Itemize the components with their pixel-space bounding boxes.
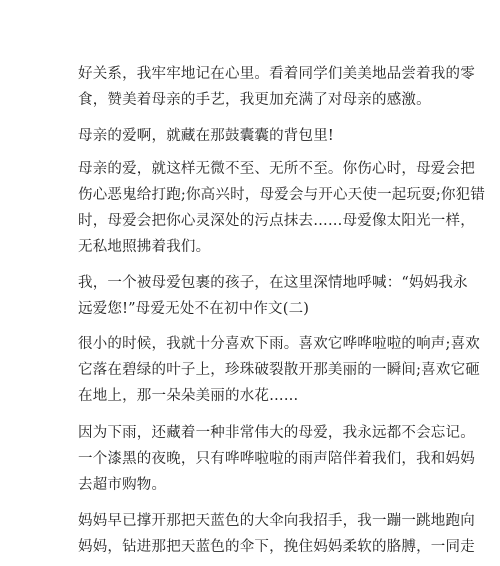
text-line: 因为下雨，还藏着一种非常伟大的母爱，我永远都不会忘记。 [78, 425, 475, 441]
text-line: 在地上，那一朵朵美丽的水花…… [78, 388, 299, 404]
text-line: 远爱您!”母爱无处不在初中作文(二) [78, 301, 310, 317]
text-line: 母亲的爱，就这样无微不至、无所不至。你伤心时，母爱会把 [78, 161, 475, 177]
paragraph-gratitude-snacks [78, 61, 475, 113]
text-line: 好关系，我牢牢地记在心里。看着同学们美美地品尝着我的零 [78, 66, 475, 82]
paragraph-mother-love-everywhere [78, 156, 486, 260]
text-line: 一个漆黑的夜晚，只有哗哗啦啦的雨声陪伴着我们，我和妈妈 [78, 451, 475, 467]
paragraph-rain-memories [78, 331, 480, 409]
text-line: 伤心恶鬼给打跑;你高兴时，母爱会与开心天使一起玩耍;你犯错 [78, 187, 486, 203]
text-line: 母亲的爱啊，就藏在那鼓囊囊的背包里! [78, 128, 334, 144]
text-line: 无私地照拂着我们。 [78, 239, 211, 255]
paragraph-backpack-love [78, 123, 426, 149]
text-line: 去超市购物。 [78, 477, 167, 493]
text-line: 妈妈早已撑开那把天蓝色的大伞向我招手，我一蹦一跳地跑向 [78, 513, 475, 529]
text-line: 我，一个被母爱包裹的孩子，在这里深情地呼喊：“妈妈我永 [78, 275, 468, 291]
text-line: 很小的时候，我就十分喜欢下雨。喜欢它哗哗啦啦的响声;喜欢 [78, 336, 480, 352]
text-line: 时，母爱会把你心灵深处的污点抹去……母爱像太阳光一样， [78, 213, 475, 229]
text-line: 食，赞美着母亲的手艺，我更加充满了对母亲的感激。 [78, 92, 431, 108]
text-line: 它落在碧绿的叶子上，珍珠破裂散开那美丽的一瞬间;喜欢它砸 [78, 362, 480, 378]
paragraph-essay-title [78, 270, 468, 322]
paragraph-dark-night [78, 420, 475, 498]
paragraph-blue-umbrella [78, 508, 475, 560]
text-line: 妈妈，钻进那把天蓝色的伞下，挽住妈妈柔软的胳膊，一同走 [78, 539, 475, 555]
